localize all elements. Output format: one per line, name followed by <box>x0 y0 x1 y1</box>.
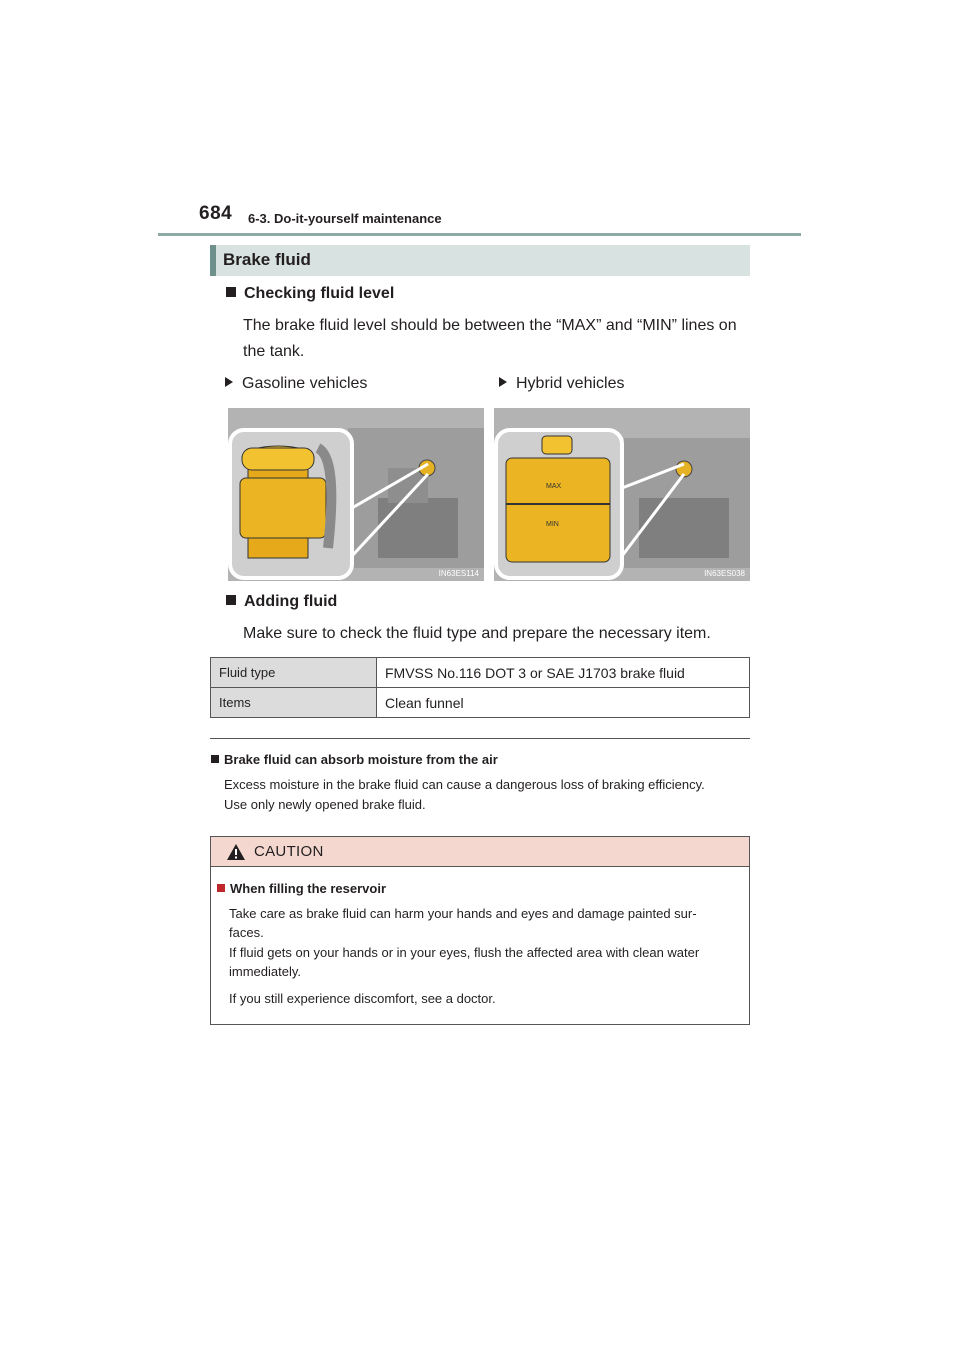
caution-header <box>211 837 749 867</box>
section-band <box>210 245 750 276</box>
figure-label-gasoline: Gasoline vehicles <box>225 375 367 393</box>
checking-line-2: the tank. <box>243 343 305 360</box>
checking-line-1: The brake fluid level should be between the “MAX” and “MIN” lines on <box>243 317 737 334</box>
figure-label-hybrid: Hybrid vehicles <box>499 375 624 393</box>
fluid-spec-table <box>210 657 750 718</box>
bullet-square-icon <box>226 287 236 297</box>
table-key: Fluid type <box>211 658 377 688</box>
header-rule <box>158 233 801 236</box>
caution-box <box>210 836 750 1025</box>
note-heading: Brake fluid can absorb moisture from the air <box>211 752 498 767</box>
caution-line-1: Take care as brake fluid can harm your hands and eyes and damage painted sur- <box>229 906 697 921</box>
triangle-bullet-icon <box>225 377 233 387</box>
note-rule <box>210 738 750 739</box>
table-row <box>211 688 750 718</box>
table-value: FMVSS No.116 DOT 3 or SAE J1703 brake fluid <box>377 658 750 688</box>
caution-line-2: faces. <box>229 925 264 940</box>
hybrid-engine-drawing <box>494 408 750 581</box>
caution-line-4: immediately. <box>229 964 302 979</box>
caution-square-icon <box>217 884 225 892</box>
page-number: 684 <box>199 203 233 224</box>
adding-heading: Adding fluid <box>226 593 337 611</box>
caution-line-3: If fluid gets on your hands or in your eyes, flush the affected area with clean water <box>229 945 700 960</box>
section-title: 6-3. Do-it-yourself maintenance <box>248 211 442 226</box>
band-title: Brake fluid <box>223 250 311 269</box>
hybrid-reservoir-illustration <box>494 408 750 581</box>
note-line-2: Use only newly opened brake fluid. <box>224 797 426 812</box>
caution-title: CAUTION <box>254 843 324 860</box>
checking-heading-text: Checking fluid level <box>244 285 395 302</box>
triangle-bullet-icon <box>499 377 507 387</box>
caution-heading: When filling the reservoir <box>217 881 386 896</box>
band-accent <box>210 245 216 276</box>
checking-heading <box>226 285 394 303</box>
min-mark: MIN <box>546 521 559 528</box>
adding-text: Make sure to check the fluid type and prepare the necessary item. <box>243 625 711 642</box>
max-mark: MAX <box>546 483 562 490</box>
table-value: Clean funnel <box>377 688 750 718</box>
caution-line-5: If you still experience discomfort, see a doctor. <box>229 991 496 1006</box>
figure-code-right: IN63ES038 <box>704 569 745 578</box>
bullet-square-icon <box>226 595 236 605</box>
note-square-icon <box>211 755 219 763</box>
gasoline-reservoir-illustration <box>228 408 484 581</box>
warning-icon <box>226 843 246 861</box>
gasoline-engine-drawing <box>228 408 484 581</box>
note-line-1: Excess moisture in the brake fluid can cause a dangerous loss of braking efficiency. <box>224 777 705 792</box>
table-row <box>211 658 750 688</box>
table-key: Items <box>211 688 377 718</box>
figure-code-left: IN63ES114 <box>438 569 479 578</box>
